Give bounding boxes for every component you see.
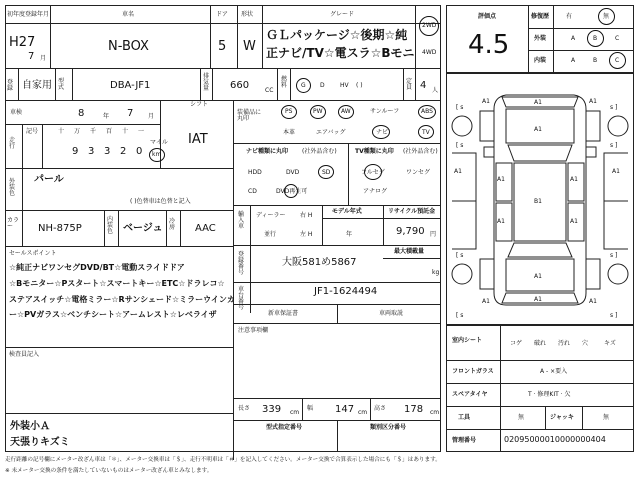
capacity-value: 4 xyxy=(420,80,427,91)
inspection-month-unit: 月 xyxy=(148,113,155,120)
color-code-label: カラー xyxy=(7,217,20,230)
digit-header-4: 十 xyxy=(122,128,129,135)
usage-category: 自家用 xyxy=(22,80,52,91)
type-cert-label: 型式指定番号 xyxy=(266,424,303,431)
exterior-color-note: ( )色替車は色替と記入 xyxy=(130,198,191,205)
chassis-number: JF1-1624494 xyxy=(314,286,378,297)
exterior-note-1: 外装小Ａ xyxy=(10,421,50,432)
registration-month-unit: 月 xyxy=(40,55,47,62)
tools-value: 無 xyxy=(518,414,525,421)
exterior-note-2: 天張りキズミ xyxy=(10,437,70,448)
footer-note-1: 走行距離の記号欄にメーター改ざん車は「＊」、メーター交換車は「＄」、走行不明車は「＃」を記入してください。メーター交換で合算表示した場合にも「＄」はあります。 xyxy=(5,457,441,463)
fuel-other: ( ) xyxy=(356,82,363,89)
damage-code-right-fender: A1 xyxy=(589,98,597,105)
damage-code-left-quarter: A1 xyxy=(482,298,490,305)
jack-value: 無 xyxy=(603,414,610,421)
grade-label: グレード xyxy=(330,11,355,18)
inspector-note-label: 検査員記入 xyxy=(9,351,40,358)
bracket-mr: s ] xyxy=(610,142,618,149)
grade-line-1: ＧＬパッケージ☆後期☆純 xyxy=(266,28,408,42)
registration-number-label: 登録番号 xyxy=(238,251,245,276)
shift-value: IAT xyxy=(188,132,208,147)
sales-point-line-2: ☆Bモニター☆Pスタート☆スマートキー☆ETC☆ドラレコ☆ xyxy=(9,279,225,288)
model-code: DBA-JF1 xyxy=(110,80,151,91)
equipment-label: 装備品に丸印 xyxy=(237,109,262,122)
navi-dvd: DVD xyxy=(286,169,300,176)
bracket-ml: [ s xyxy=(456,142,464,149)
tv-fullseg: フルセグ xyxy=(361,169,385,176)
navi-cd: CD xyxy=(248,188,257,195)
interior-grade-c: C xyxy=(615,57,620,64)
notes-label: 注意事項欄 xyxy=(238,327,269,334)
damage-code-left-front-door: A1 xyxy=(497,176,505,183)
navi-dvd-play: DVD再生可 xyxy=(276,188,308,195)
windshield-label: フロントガラス xyxy=(452,368,494,375)
interior-seat-label: 室内シート xyxy=(452,337,483,344)
width-value: 147 xyxy=(335,404,355,415)
color-code-value: NH-875P xyxy=(38,223,82,234)
jack-label: ジャッキ xyxy=(550,414,574,421)
exterior-color-value: パール xyxy=(34,174,64,185)
bracket-br2: s ] xyxy=(610,312,618,319)
chassis-label: 車台番号 xyxy=(238,286,245,311)
tv-type-note: (社外品含む) xyxy=(403,148,438,155)
displacement-label: 排気量 xyxy=(203,73,210,92)
doors-value: 5 xyxy=(218,39,227,54)
registration-side-label: 登録 xyxy=(7,79,14,92)
score-value: 4.5 xyxy=(468,30,510,60)
digit-header-5: 一 xyxy=(138,128,145,135)
class-number-label: 類別区分番号 xyxy=(370,424,407,431)
width-label: 幅 xyxy=(307,405,314,412)
registration-month: 7 xyxy=(28,51,35,62)
shift-label: シフト xyxy=(190,101,209,108)
equip-leather: 本革 xyxy=(283,129,296,136)
navi-hdd: HDD xyxy=(248,169,262,176)
ac-value: AAC xyxy=(195,223,216,234)
windshield-value: A - ×要入 xyxy=(540,368,568,375)
inspection-year-unit: 年 xyxy=(103,113,110,120)
max-load-label: 最大積載量 xyxy=(394,248,425,255)
drive-4wd: 4WD xyxy=(422,49,437,56)
exterior-grade-c: C xyxy=(615,35,620,42)
seat-stain: 汚れ xyxy=(558,340,571,347)
shape-value: W xyxy=(243,39,256,54)
sales-point-line-1: ☆純正ナビワンセグDVD/BT☆電動スライドドア xyxy=(9,263,185,272)
equip-ps: PS xyxy=(285,108,293,115)
damage-code-left-fender: A1 xyxy=(482,98,490,105)
digit-header-0: 十 xyxy=(58,128,65,135)
exterior-color-label: 外装色 xyxy=(9,178,16,197)
tv-type-label: TV種類に丸印 xyxy=(355,148,394,155)
mileage-digit-2: 3 xyxy=(104,146,111,157)
repair-yes: 有 xyxy=(566,13,573,20)
capacity-label: 定員 xyxy=(406,78,413,91)
footer-note-2: ※ 未メーター交換の条件を満たしていないものはメーター改ざん車とみなします。 xyxy=(5,468,213,474)
registration-number: 大阪581め5867 xyxy=(282,257,357,268)
damage-code-right-quarter: A1 xyxy=(589,298,597,305)
registration-year: H27 xyxy=(9,35,36,50)
inspection-month: 7 xyxy=(127,108,134,119)
import-left: 左 H xyxy=(300,231,313,238)
spare-tire-value: T · 修理KIT · 欠 xyxy=(528,391,571,398)
damage-code-right-rear-door: A1 xyxy=(570,218,578,225)
mileage-digit-0: 9 xyxy=(72,146,79,157)
mileage-digit-1: 3 xyxy=(88,146,95,157)
capacity-unit: 人 xyxy=(432,87,439,94)
recycle-value: 9,790 xyxy=(396,226,425,237)
equip-sunroof: サンルーフ xyxy=(370,108,400,115)
mileage-record-label: 記号 xyxy=(26,128,39,135)
exterior-grade-b: B xyxy=(593,35,598,42)
vehicle-manual: 車両取説 xyxy=(379,310,404,317)
shape-label: 形状 xyxy=(241,11,254,18)
recycle-label: リサイクル預託金 xyxy=(388,208,436,215)
exterior-grade-label: 外装 xyxy=(534,35,547,42)
fuel-diesel: D xyxy=(320,82,325,89)
import-right: 右 H xyxy=(300,212,313,219)
fuel-gasoline: G xyxy=(301,82,306,89)
sales-point-label: セールスポイント xyxy=(9,250,57,257)
bracket-tl: [ s xyxy=(456,104,464,111)
vehicle-damage-diagram xyxy=(446,73,634,325)
damage-code-front-bumper: A1 xyxy=(534,99,542,106)
model-year-value: 年 xyxy=(346,231,353,238)
equip-aw: AW xyxy=(341,108,351,115)
sales-point-line-3: ステアスイッチ☆電格ミラー☆Rサンシェード☆ミラーウインカ xyxy=(9,295,235,304)
interior-grade-b: B xyxy=(593,57,598,64)
length-value: 339 xyxy=(262,404,282,415)
seat-burn: コゲ xyxy=(510,340,523,347)
equip-abs: ABS xyxy=(421,108,433,115)
damage-code-rear-bumper: A1 xyxy=(534,296,542,303)
grade-line-2: 正ナビ/TV☆電スラ☆Bモニ xyxy=(266,46,415,60)
digit-header-2: 千 xyxy=(90,128,97,135)
recycle-unit: 円 xyxy=(430,231,437,238)
car-name-label: 車名 xyxy=(122,11,135,18)
damage-code-roof: B1 xyxy=(534,198,542,205)
displacement-unit: CC xyxy=(265,87,274,94)
first-registration-label: 初年度登録年月 xyxy=(7,11,50,18)
seat-scratch: キズ xyxy=(604,340,616,347)
digit-header-1: 万 xyxy=(74,128,81,135)
interior-color-value: ベージュ xyxy=(123,223,163,234)
equip-tv: TV xyxy=(422,129,430,136)
width-unit: cm xyxy=(358,409,368,416)
import-parallel: 並行 xyxy=(264,231,277,238)
tools-label: 工具 xyxy=(458,414,471,421)
control-number-label: 管理番号 xyxy=(452,437,477,444)
mileage-unit-km: km xyxy=(152,151,162,158)
model-year-label: モデル年式 xyxy=(332,208,362,215)
repair-history-label: 修復歴 xyxy=(531,13,550,20)
bracket-tr: s ] xyxy=(610,104,618,111)
mileage-unit-mile: マイル xyxy=(150,139,168,146)
navi-type-label: ナビ種類に丸印 xyxy=(246,148,289,155)
import-dealer: ディーラー xyxy=(256,212,286,219)
equip-navi: ナビ xyxy=(376,129,389,136)
damage-code-right-sill: A1 xyxy=(612,168,620,175)
equip-airbag: エアバッグ xyxy=(316,129,346,136)
damage-code-hood: A1 xyxy=(534,126,542,133)
import-label: 輸入車 xyxy=(238,211,245,230)
navi-type-note: (社外品含む) xyxy=(302,148,337,155)
interior-grade-label: 内装 xyxy=(534,57,547,64)
control-number-value: 02095000010000000404 xyxy=(504,435,606,444)
interior-color-label: 内装色 xyxy=(107,216,114,235)
mileage-digit-3: 2 xyxy=(120,146,127,157)
inspection-label: 車検 xyxy=(10,109,23,116)
score-label: 評価点 xyxy=(478,13,497,20)
exterior-grade-a: A xyxy=(571,35,576,42)
seat-hole: 穴 xyxy=(582,340,589,347)
spare-tire-label: スペアタイヤ xyxy=(452,391,488,398)
fuel-label: 燃料 xyxy=(281,76,288,89)
drive-2wd: 2WD xyxy=(422,22,437,29)
tv-oneseg: ワンセグ xyxy=(406,169,431,176)
navi-sd: SD xyxy=(322,169,331,176)
bracket-bl1: [ s xyxy=(456,252,464,259)
model-code-label: 型式 xyxy=(58,78,65,91)
equip-pw: PW xyxy=(313,108,323,115)
length-label: 長さ xyxy=(238,405,251,412)
bracket-br1: s ] xyxy=(610,252,618,259)
bracket-bl2: [ s xyxy=(456,312,464,319)
digit-header-3: 百 xyxy=(106,128,113,135)
new-car-warranty: 新車保証書 xyxy=(268,310,299,317)
height-label: 高さ xyxy=(374,405,387,412)
length-unit: cm xyxy=(290,409,300,416)
displacement-value: 660 xyxy=(230,80,250,91)
mileage-label: 走行 xyxy=(9,137,16,150)
interior-grade-a: A xyxy=(571,57,576,64)
doors-label: ドア xyxy=(216,11,228,18)
mileage-digit-4: 0 xyxy=(136,146,143,157)
damage-code-left-rear-door: A1 xyxy=(497,218,505,225)
damage-code-rear-hatch: A1 xyxy=(534,273,542,280)
height-unit: cm xyxy=(430,409,440,416)
sales-point-line-4: ー☆PVガラス☆ベンチシート☆アームレスト☆レベライザ xyxy=(9,310,217,319)
car-name: N-BOX xyxy=(108,39,149,54)
tv-analog: アナログ xyxy=(363,188,388,195)
damage-code-right-front-door: A1 xyxy=(570,176,578,183)
max-load-unit: kg xyxy=(432,269,440,276)
seat-tear: 破れ xyxy=(534,340,547,347)
damage-code-left-sill: A1 xyxy=(454,168,462,175)
inspection-year: 8 xyxy=(78,108,85,119)
repair-no: 無 xyxy=(603,13,610,20)
height-value: 178 xyxy=(404,404,424,415)
fuel-hybrid: HV xyxy=(340,82,349,89)
ac-label: 冷房 xyxy=(169,218,176,231)
